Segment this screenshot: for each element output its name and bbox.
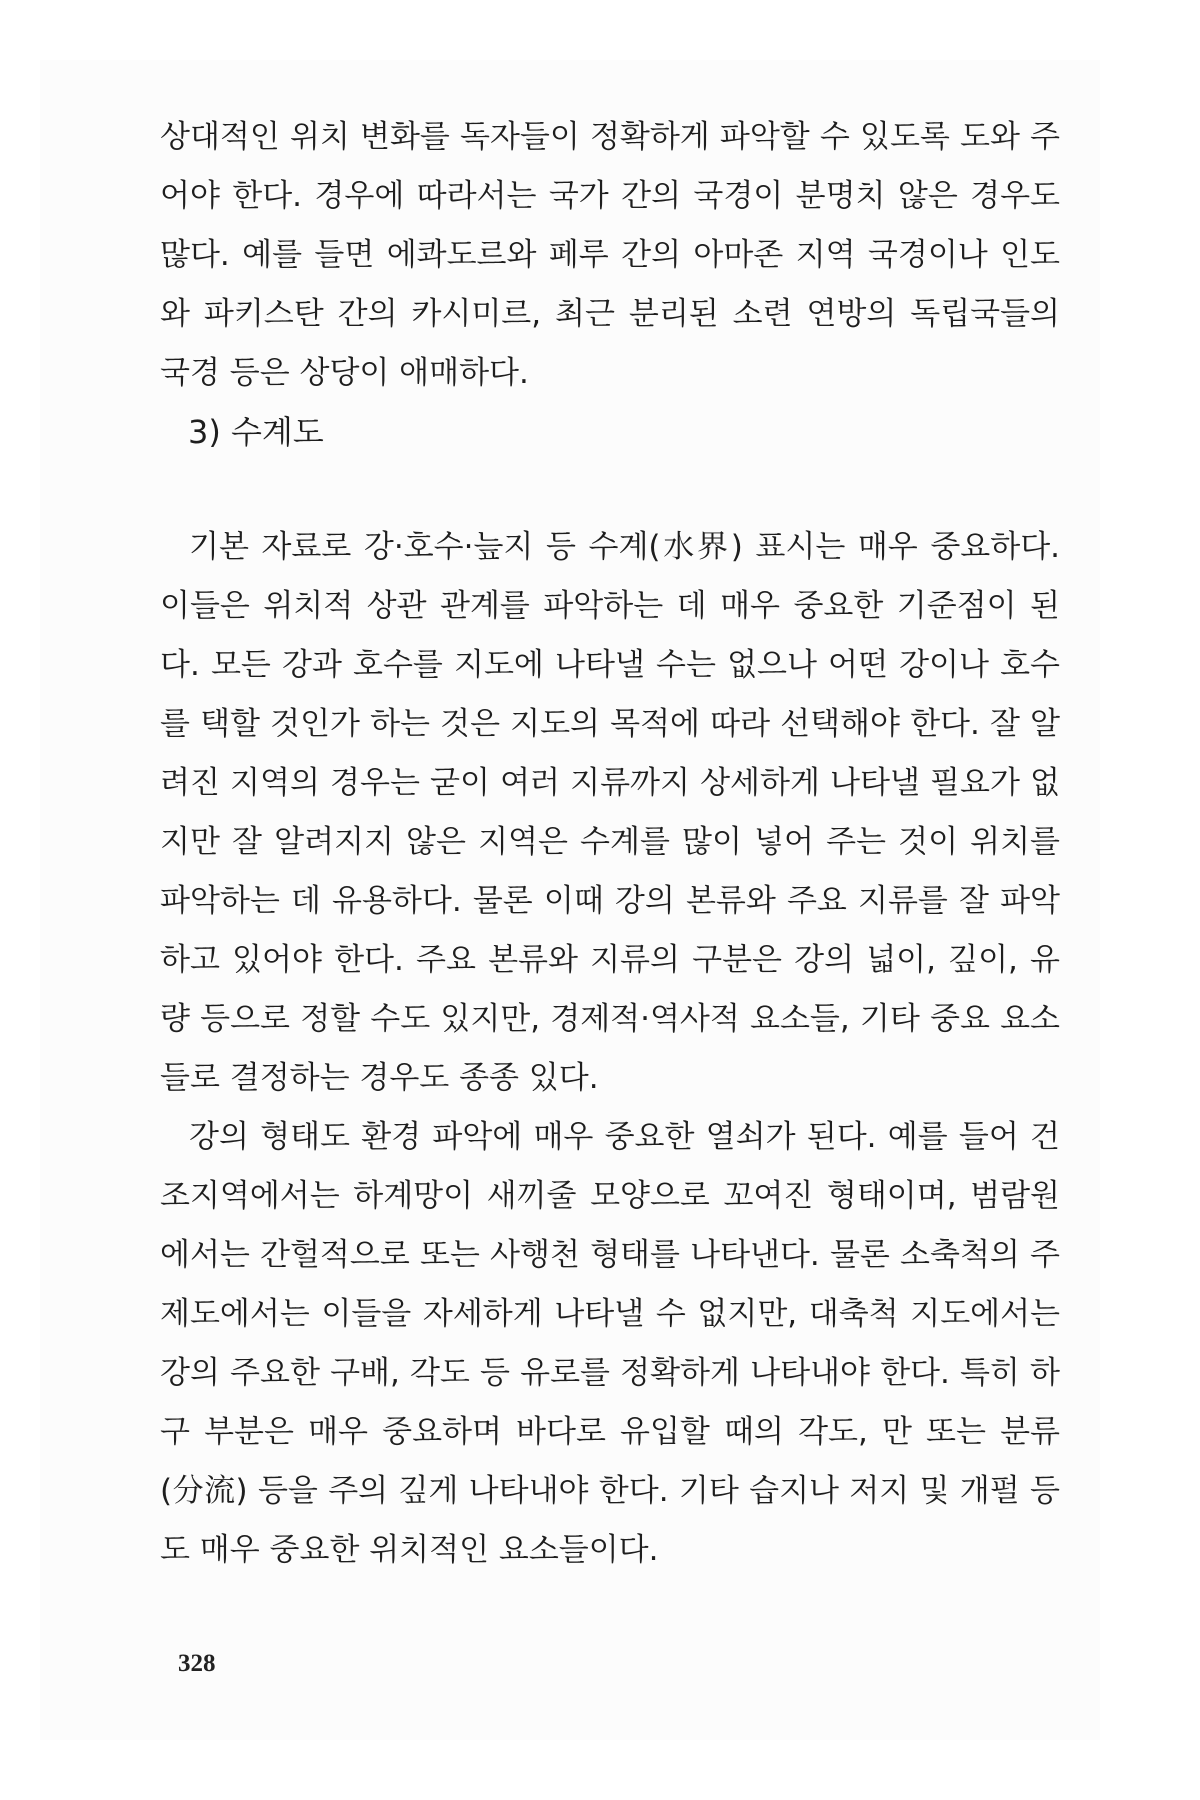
- paragraph-water-system: 기본 자료로 강·호수·늪지 등 수계(水界) 표시는 매우 중요하다. 이들은 위치적 상관 관계를 파악하는 데 매우 중요한 기준점이 된다. 모든 강과 호수를 지도에 나타낼 수는 없으나 어떤 강이나 호수를 택할 것인가 하는 것은 지도의 목적에 따라 선택해야 한다. 잘 알려진 지역의 경우는 굳이 여러 지류까지 상세하게 나타낼 필요가 없지만 잘 알려지지 않은 지역은 수계를 많이 넣어 주는 것이 위치를 파악하는 데 유용하다. 물론 이때 강의 본류와 주요 지류를 잘 파악하고 있어야 한다. 주요 본류와 지류의 구분은 강의 넓이, 깊이, 유량 등으로 정할 수도 있지만, 경제적·역사적 요소들, 기타 중요 요소들로 결정하는 경우도 종종 있다.: [160, 529, 1060, 1096]
- paragraph-river-form: 강의 형태도 환경 파악에 매우 중요한 열쇠가 된다. 예를 들어 건조지역에서는 하계망이 새끼줄 모양으로 꼬여진 형태이며, 범람원에서는 간헐적으로 또는 사행천 형태를 나타낸다. 물론 소축척의 주제도에서는 이들을 자세하게 나타낼 수 없지만, 대축척 지도에서는 강의 주요한 구배, 각도 등 유로를 정확하게 나타내야 한다. 특히 하구 부분은 매우 중요하며 바다로 유입할 때의 각도, 만 또는 분류(分流) 등을 주의 깊게 나타내야 한다. 기타 습지나 저지 및 개펄 등도 매우 중요한 위치적인 요소들이다.: [160, 1119, 1060, 1568]
- intro-block: [160, 108, 1060, 403]
- paragraph-intro: 상대적인 위치 변화를 독자들이 정확하게 파악할 수 있도록 도와 주어야 한다. 경우에 따라서는 국가 간의 국경이 분명치 않은 경우도 많다. 예를 들면 에콰도르와 페루 간의 아마존 지역 국경이나 인도와 파키스탄 간의 카시미르, 최근 분리된 소련 연방의 독립국들의 국경 등은 상당이 애매하다.: [160, 119, 1060, 391]
- water-section-block: [160, 518, 1060, 1580]
- section-heading: 3) 수계도: [188, 413, 324, 451]
- page-number: 328: [178, 1650, 216, 1677]
